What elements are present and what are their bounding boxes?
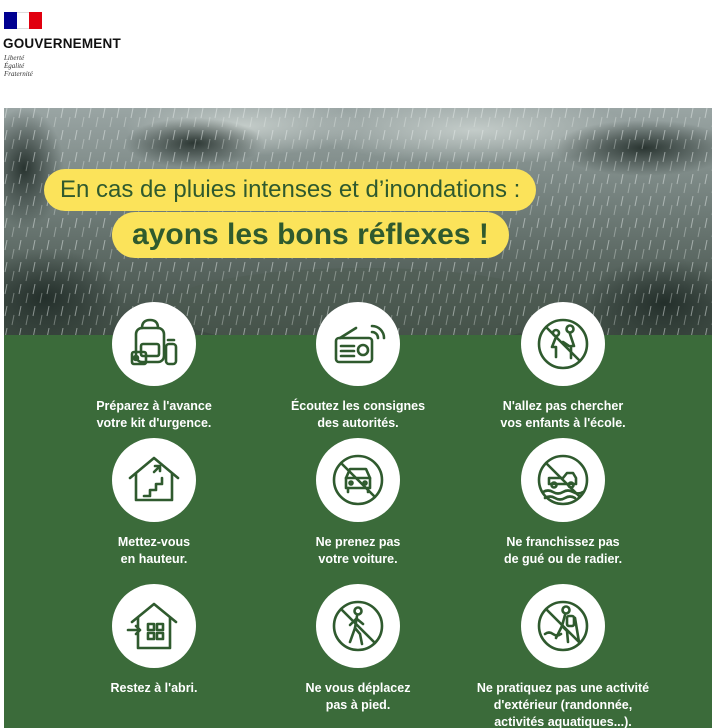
radio-icon — [328, 314, 388, 374]
tip-icon-circle — [112, 438, 196, 522]
motto-liberte: Liberté — [4, 54, 25, 62]
no-ford-crossing-icon — [533, 450, 593, 510]
tip-icon-circle — [316, 302, 400, 386]
tip-icon-circle — [316, 438, 400, 522]
no-school-pickup-icon — [533, 314, 593, 374]
government-header — [0, 0, 712, 92]
tip-text: Écoutez les consignes des autorités. — [290, 399, 426, 430]
tip-text: Ne franchissez pas de gué ou de radier. — [503, 535, 623, 566]
poster-title — [44, 169, 644, 289]
tip-icon-circle — [521, 438, 605, 522]
tip-icon-circle — [112, 584, 196, 668]
flood-safety-poster — [4, 108, 712, 728]
tip-icon-circle — [112, 302, 196, 386]
government-name: GOUVERNEMENT — [3, 36, 121, 51]
tip-icon-circle — [521, 584, 605, 668]
tip-text: Restez à l'abri. — [110, 681, 198, 695]
republic-motto — [4, 54, 33, 78]
tip-text: Préparez à l'avance votre kit d'urgence. — [96, 399, 212, 430]
motto-fraternite: Fraternité — [4, 70, 33, 78]
house-upstairs-icon — [124, 450, 184, 510]
shelter-building-icon — [124, 596, 184, 656]
french-flag-icon — [4, 12, 42, 29]
green-panel — [4, 335, 712, 728]
tip-icon-circle — [521, 302, 605, 386]
tip-icon-circle — [316, 584, 400, 668]
motto-egalite: Égalité — [4, 62, 25, 70]
no-outdoor-activity-icon — [533, 596, 593, 656]
emergency-kit-icon — [124, 314, 184, 374]
tip-text: Mettez-vous en hauteur. — [117, 535, 191, 566]
tip-text: Ne pratiquez pas une activité d'extérieur (randonnée, activités aquatiques...). — [476, 681, 650, 728]
tip-text: Ne vous déplacez pas à pied. — [305, 681, 411, 712]
title-line-2: ayons les bons réflexes ! — [112, 212, 509, 258]
title-line-1: En cas de pluies intenses et d’inondations : — [44, 169, 536, 211]
no-car-icon — [328, 450, 388, 510]
tip-text: Ne prenez pas votre voiture. — [315, 535, 401, 566]
no-walking-icon — [328, 596, 388, 656]
tip-text: N'allez pas chercher vos enfants à l'école. — [500, 399, 626, 430]
